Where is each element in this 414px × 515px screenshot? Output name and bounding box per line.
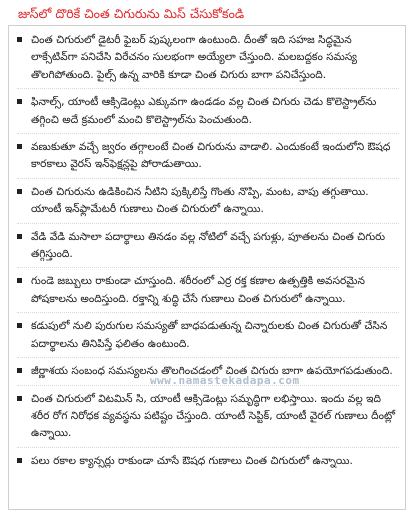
bullet-icon [17,458,22,463]
bullet-icon [17,37,22,42]
bullet-icon [17,189,22,194]
list-item [17,32,399,89]
list-item [17,184,399,224]
item-text: చింత చిగురును ఉడికించిన నీటిని పుక్కిలిస్తే గొంతు నొప్పి, మంట, వాపు తగ్గుతాయి. యాంటీ ఇన్‌ఫ్లామేటరీ గుణాలు చింత చిగురులో ఉన్నాయి. [31,185,369,216]
bullet-icon [17,396,22,401]
item-text: వేడి వేడి మసాలా పదార్థాలు తినడం వల్ల నోటిలో వచ్చే పగుళ్లు, పూతలను చింత చిగురు తగ్గిస్తుంది. [31,230,386,261]
list-item [17,94,399,134]
list-item [17,453,399,474]
item-text: గుండె జబ్బులు రాకుండా చూస్తుంది. శరీరంలో ఎర్ర రక్త కణాల ఉత్పత్తికి అవసరమైన పోషకాలను అందిస్తుంది. రక్తాన్ని శుద్ధి చేసే గుణాలు చింత చిగురులో ఉన్నాయి. [31,275,365,305]
list-item [17,363,399,385]
list-item [17,318,399,358]
bullet-icon [17,144,22,149]
page-title: జుస్‌లో దొరికే చింత చిగురును మిస్ చేసుకోకండి [18,6,245,21]
list-item [17,273,399,313]
item-text: చింత చిగురులో విటమిన్ సి, యాంటీ ఆక్సిడెంట్లు సమృద్ధిగా లభిస్తాయి. ఇందు వల్ల ఇది శరీర రోగ నిరోధక వ్యవస్థను పటిష్టం చేస్తుంది. యాంటీ సెప్టిక్, యాంటీ వైరల్ గుణాలు దీంట్లో ఉన్నాయి. [31,392,396,440]
item-text: ఫినాల్స్, యాంటీ ఆక్సిడెంట్లు ఎక్కువగా ఉండడం వల్ల చింత చిగురు చెడు కొలెస్ట్రాల్‌ను తగ్గించి అదే క్రమంలో మంచి కొలెస్ట్రాల్‌ను పెంచుతుంది. [31,96,377,126]
item-text: వణుకుతూ వచ్చే జ్వరం తగ్గాలంటే చింత చిగురును వాడాలి. ఎందుకంటే ఇందులోని ఔషధ కారకాలు వైరస్ ఇన్‌ఫెక్షన్లపై పోరాడుతాయి. [31,141,391,171]
list-item [17,391,399,448]
item-text: చింత చిగురులో డైటరీ ఫైబర్ పుష్కలంగా ఉంటుంది. దీంతో ఇది సహజ సిద్ధమైన లాక్సేటివ్‌గా పనిచేసి విరేచనం సులభంగా అయ్యేలా చేస్తుంది. మలబద్దకం సమస్య తొలగిపోతుంది. పైల్స్ ఉన్న వారికి కూడా చింత చిగురు బాగా పనిచేస్తుంది. [31,34,358,81]
list-item [17,139,399,179]
item-text: పలు రకాల క్యాన్సర్లు రాకుండా చూసే ఔషధ గుణాలు చింత చిగురులో ఉన్నాయి. [31,454,353,467]
item-text: కడుపులో నులి పురుగుల సమస్యతో బాధపడుతున్న చిన్నారులకు చింత చిగురుతో చేసిన పదార్థాలను తినిపిస్తే ఫలితం ఉంటుంది. [31,320,388,350]
item-text: జీర్ణాశయ సంబంధ సమస్యలను తొలగించడంలో చింత చిగురు బాగా ఉపయోగపడుతుంది. [31,365,393,378]
benefit-list [17,32,399,474]
watermark: www.namastekadapa.com [150,374,300,387]
content-box [8,25,406,510]
bullet-icon [17,323,22,328]
bullet-icon [17,99,22,104]
bullet-icon [17,278,22,283]
list-item [17,229,399,269]
bullet-icon [17,234,22,239]
bullet-icon [17,368,22,373]
